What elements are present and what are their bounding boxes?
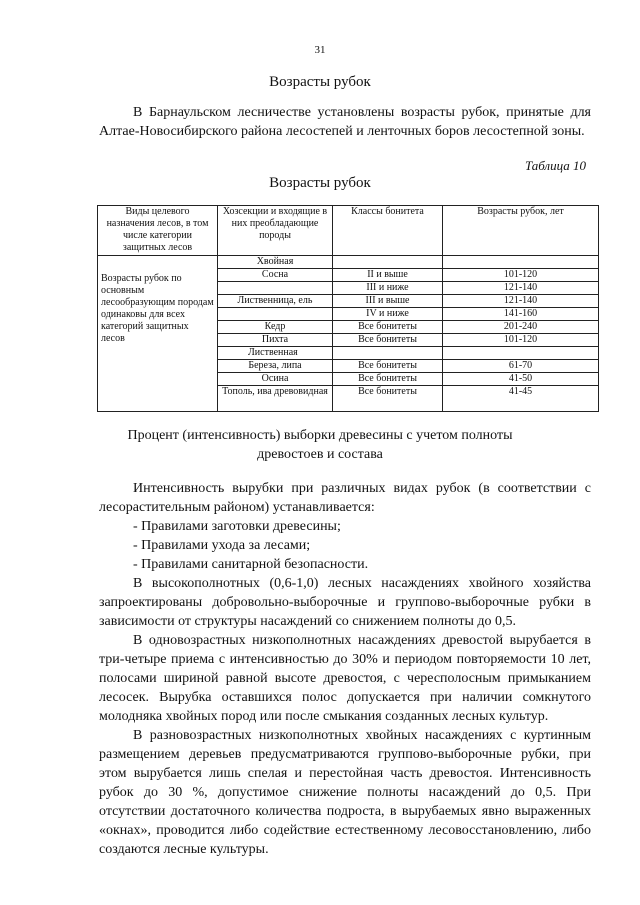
species-cell: Тополь, ива древовидная (218, 386, 333, 412)
group-coniferous: Хвойная (218, 256, 333, 269)
species-cell (218, 308, 333, 321)
list-item: - Правилами ухода за лесами; (133, 538, 311, 553)
header-species: Хозсекции и входящие в них преобладающие породы (218, 206, 333, 256)
class-cell: III и ниже (333, 282, 443, 295)
age-cell: 41-50 (443, 373, 599, 386)
class-cell: III и выше (333, 295, 443, 308)
table-caption: Таблица 10 (524, 158, 586, 173)
header-class: Классы бонитета (333, 206, 443, 256)
paragraph-1: Интенсивность вырубки при различных видах рубок (в соответствии с лесорастительным районом) устанавливается: (99, 481, 591, 515)
species-cell: Осина (218, 373, 333, 386)
paragraph-4: В разновозрастных низкополнотных хвойных насаждениях с куртинным размещением деревьев предусматриваются группово-выборочные рубки, при этом вырубается лишь спелая и перестойная часть древостоя. Интенсивность рубок до 30 %, допустимое снижение полноты насаждений до 0,5. При отсутствии достаточного количества подроста, в вырубаемых явно выраженных «окнах», проводится либо содействие естественному лесовосстановлению, либо создаются лесные культуры. (99, 728, 591, 857)
table-title: Возрасты рубок (269, 175, 371, 191)
table-header-row (98, 206, 599, 256)
class-cell: Все бонитеты (333, 334, 443, 347)
age-cell: 201-240 (443, 321, 599, 334)
age-cell: 141-160 (443, 308, 599, 321)
group-deciduous: Лиственная (218, 347, 333, 360)
age-cell: 61-70 (443, 360, 599, 373)
age-cell: 121-140 (443, 282, 599, 295)
cutting-age-table (97, 205, 599, 412)
species-cell: Лиственница, ель (218, 295, 333, 308)
age-cell: 101-120 (443, 334, 599, 347)
class-cell: II и выше (333, 269, 443, 282)
class-cell: Все бонитеты (333, 321, 443, 334)
age-cell: 41-45 (443, 386, 599, 412)
list-item: - Правилами санитарной безопасности. (133, 557, 369, 572)
paragraph-3: В одновозрастных низкополнотных насаждениях древостой вырубается в три-четыре приема с интенсивностью до 30% и периодом повторяемости 10 лет, полосами шириной равной высоте древостоя, с чересполосным примыканием лесосек. Вырубка оставшихся полос допускается при наличии сомкнутого молодняка хвойных пород или после смыкания созданных лесных культур. (99, 633, 591, 724)
header-purpose: Виды целевого назначения лесов, в том числе категории защитных лесов (98, 206, 218, 256)
species-cell (218, 282, 333, 295)
list-item: - Правилами заготовки древесины; (133, 519, 341, 534)
species-cell: Береза, липа (218, 360, 333, 373)
class-cell: Все бонитеты (333, 360, 443, 373)
table-row (98, 256, 599, 269)
species-cell: Сосна (218, 269, 333, 282)
class-cell: Все бонитеты (333, 386, 443, 412)
paragraph-2: В высокополнотных (0,6-1,0) лесных насаждениях хвойного хозяйства запроектированы добровольно-выборочные и группово-выборочные рубки в зависимости от структуры насаждений со снижением полноты до 0,5. (99, 576, 591, 629)
age-cell: 101-120 (443, 269, 599, 282)
class-cell: Все бонитеты (333, 373, 443, 386)
age-cell: 121-140 (443, 295, 599, 308)
species-cell: Кедр (218, 321, 333, 334)
class-cell: IV и ниже (333, 308, 443, 321)
page-title: Возрасты рубок (269, 74, 371, 90)
species-cell: Пихта (218, 334, 333, 347)
purpose-cell: Возрасты рубок по основным лесообразующим породам одинаковы для всех категорий защитных лесов (98, 256, 218, 412)
section-title: Процент (интенсивность) выборки древесины с учетом полноты древостоев и состава (127, 428, 513, 462)
page-number: 31 (314, 44, 326, 56)
header-age: Возрасты рубок, лет (443, 206, 599, 256)
intro-paragraph: В Барнаульском лесничестве установлены возрасты рубок, принятые для Алтае-Новосибирского района лесостепей и ленточных боров лесостепной зоны. (99, 105, 591, 139)
